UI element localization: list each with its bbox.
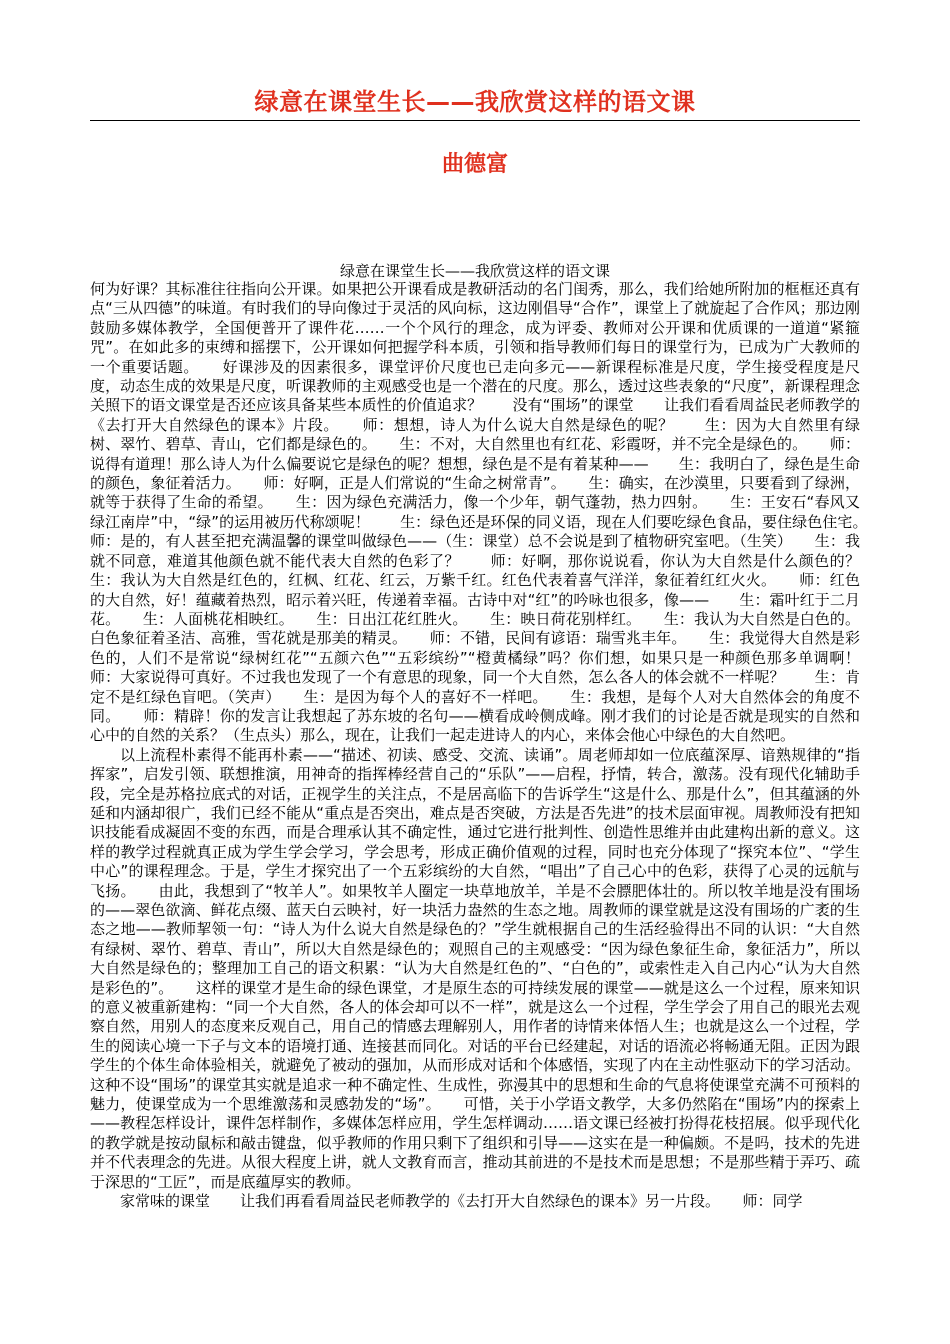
title-divider xyxy=(90,120,860,121)
paragraph: 以上流程朴素得不能再朴素——“描述、初读、感受、交流、读诵”。周老师却如一位底蕴深厚、谙熟规律的“指挥家”，启发引领、联想推演，用神奇的指挥棒经营自己的“乐队”——启程，抒情，转合，激荡。没有现代化辅助手段，完全是苏格拉底式的对话，正视学生的关注点，不是居高临下的告诉学生“这是什么、那是什么”，但其蕴涵的外延和内涵却很广，我们已经不能从“重点是否突出，难点是否突破，方法是否先进”的技术层面审视。周教师没有把知识技能看成凝固不变的东西，而是合理承认其不确定性，通过它进行批判性、创造性思维并由此建构出新的意义。这样的教学过程就真正成为学生学会学习，学会思考，形成正确价值观的过程，同时也充分体现了“探究本位”、“学生中心”的课程理念。于是，学生才探究出了一个五彩缤纷的大自然，“唱出”了自己心中的色彩，获得了心灵的远航与飞扬。 由此，我想到了“牧羊人”。如果牧羊人圈定一块草地放羊，羊是不会膘肥体壮的。所以牧羊地是没有围场的——翠色欲滴、鲜花点缀、蓝天白云映衬，好一块活力盎然的生态之地。周教师的课堂就是这没有围场的广袤的生态之地——教师挈领一句：“诗人为什么说大自然是绿色的？”学生就根据自己的生活经验得出不同的认识：“大自然有绿树、翠竹、碧草、青山”，所以大自然是绿色的；观照自己的主观感受：“因为绿色象征生命，象征活力”，所以大自然是绿色的；整理加工自己的语文积累：“认为大自然是红色的”、“白色的”，或索性走入自己内心“认为大自然是彩色的”。 这样的课堂才是生命的绿色课堂，才是原生态的可持续发展的课堂——就是这么一个过程，原来知识的意义被重新建构：“同一个大自然，各人的体会却可以不一样”，就是这么一个过程，学生学会了用自己的眼光去观察自然，用别人的态度来反观自己，用自己的情感去理解别人，用作者的诗情来体悟人生；也就是这么一个过程，学生的阅读心境一下子与文本的语境打通、连接甚而同化。对话的平台已经建起，对话的语流必将畅通无阻。正因为跟学生的个体生命体验相关，就避免了被动的强加，从而形成对话和个体感悟，实现了内在主动性驱动下的学习活动。这种不设“围场”的课堂其实就是追求一种不确定性、生成性，弥漫其中的思想和生命的气息将使课堂充满不可预料的魅力，使课堂成为一个思维激荡和灵感勃发的“场”。 可惜，关于小学语文教学，大多仍然陷在“围场”内的探索上——教程怎样设计，课件怎样制作，多媒体怎样应用，学生怎样调动……语文课已经被打扮得花枝招展。似乎现代化的教学就是按动鼠标和敲击键盘，似乎教师的作用只剩下了组织和引导——这实在是一种偏颇。不是吗，技术的先进并不代表理念的先进。从很大程度上讲，就人文教育而言，推动其前进的不是技术而是思想；不是那些精于弄巧、疏于深思的“工匠”，而是底蕴厚实的教师。 xyxy=(90,745,860,1191)
article-subtitle: 绿意在课堂生长——我欣赏这样的语文课 xyxy=(339,262,610,280)
document-title: 绿意在课堂生长——我欣赏这样的语文课 xyxy=(254,88,696,116)
article-body xyxy=(90,280,891,1212)
author-name: 曲德富 xyxy=(441,152,508,177)
paragraph: 何为好课？其标准往往指向公开课。如果把公开课看成是教研活动的名门闺秀，那么，我们给她所附加的框框还真有点“三从四德”的味道。有时我们的导向像过于灵活的风向标，这边刚倡导“合作”，课堂上了就旋起了合作风；那边刚鼓励多媒体教学，全国便普开了课件花……一个个风行的理念，成为评委、教师对公开课和优质课的一道道“紧箍咒”。在如此多的束缚和摇摆下，公开课如何把握学科本质，引领和指导教师们每日的课堂行为，已成为广大教师的一个重要话题。 好课涉及的因素很多，课堂评价尺度也已走向多元——新课程标准是尺度，学生接受程度是尺度，动态生成的效果是尺度，听课教师的主观感受也是一个潜在的尺度。那么，透过这些表象的“尺度”，新课程理念关照下的语文课堂是否还应该具备某些本质性的价值追求？ 没有“围场”的课堂 让我们看看周益民老师教学的《去打开大自然绿色的课本》片段。 师：想想，诗人为什么说大自然是绿色的呢？ 生：因为大自然里有绿树、翠竹、碧草、青山，它们都是绿色的。 生：不对，大自然里也有红花、彩霞呀，并不完全是绿色的。 师：说得有道理！那么诗人为什么偏要说它是绿色的呢？想想，绿色是不是有着某种—— 生：我明白了，绿色是生命的颜色，象征着活力。 师：好啊，正是人们常说的“生命之树常青”。 生：确实，在沙漠里，只要看到了绿洲，就等于获得了生命的希望。 生：因为绿色充满活力，像一个少年，朝气蓬勃，热力四射。 生：王安石“春风又绿江南岸”中，“绿”的运用被历代称颂呢！ 生：绿色还是环保的同义语，现在人们要吃绿色食品，要住绿色住宅。 师：是的，有人甚至把充满温馨的课堂叫做绿色——（生：课堂）总不会说是到了植物研究室吧。（生笑） 生：我就不同意，难道其他颜色就不能代表大自然的色彩了？ 师：好啊，那你说说看，你认为大自然是什么颜色的？ 生：我认为大自然是红色的，红枫、红花、红云，万紫千红。红色代表着喜气洋洋，象征着红红火火。 师：红色的大自然，好！蕴藏着热烈，昭示着兴旺，传递着幸福。古诗中对“红”的吟咏也很多，像—— 生：霜叶红于二月花。 生：人面桃花相映红。 生：日出江花红胜火。 生：映日荷花别样红。 生：我认为大自然是白色的。白色象征着圣洁、高雅，雪花就是那美的精灵。 师：不错，民间有谚语：瑞雪兆丰年。 生：我觉得大自然是彩色的，人们不是常说“绿树红花”“五颜六色”“五彩缤纷”“橙黄橘绿”吗？你们想，如果只是一种颜色那多单调啊！ 师：大家说得可真好。不过我也发现了一个有意思的现象，同一个大自然，怎么各人的体会就不一样呢？ 生：肯定不是红绿色盲吧。（笑声） 生：是因为每个人的喜好不一样吧。 生：我想，是每个人对大自然体会的角度不同。 师：精辟！你的发言让我想起了苏东坡的名句——横看成岭侧成峰。刚才我们的讨论是否就是现实的自然和心中的自然的关系？（生点头）那么，现在，让我们一起走进诗人的内心，来体会他心中绿色的大自然吧。 xyxy=(90,280,891,745)
paragraph: 家常味的课堂 让我们再看看周益民老师教学的《去打开大自然绿色的课本》另一片段。 师：同学 xyxy=(120,1192,803,1211)
